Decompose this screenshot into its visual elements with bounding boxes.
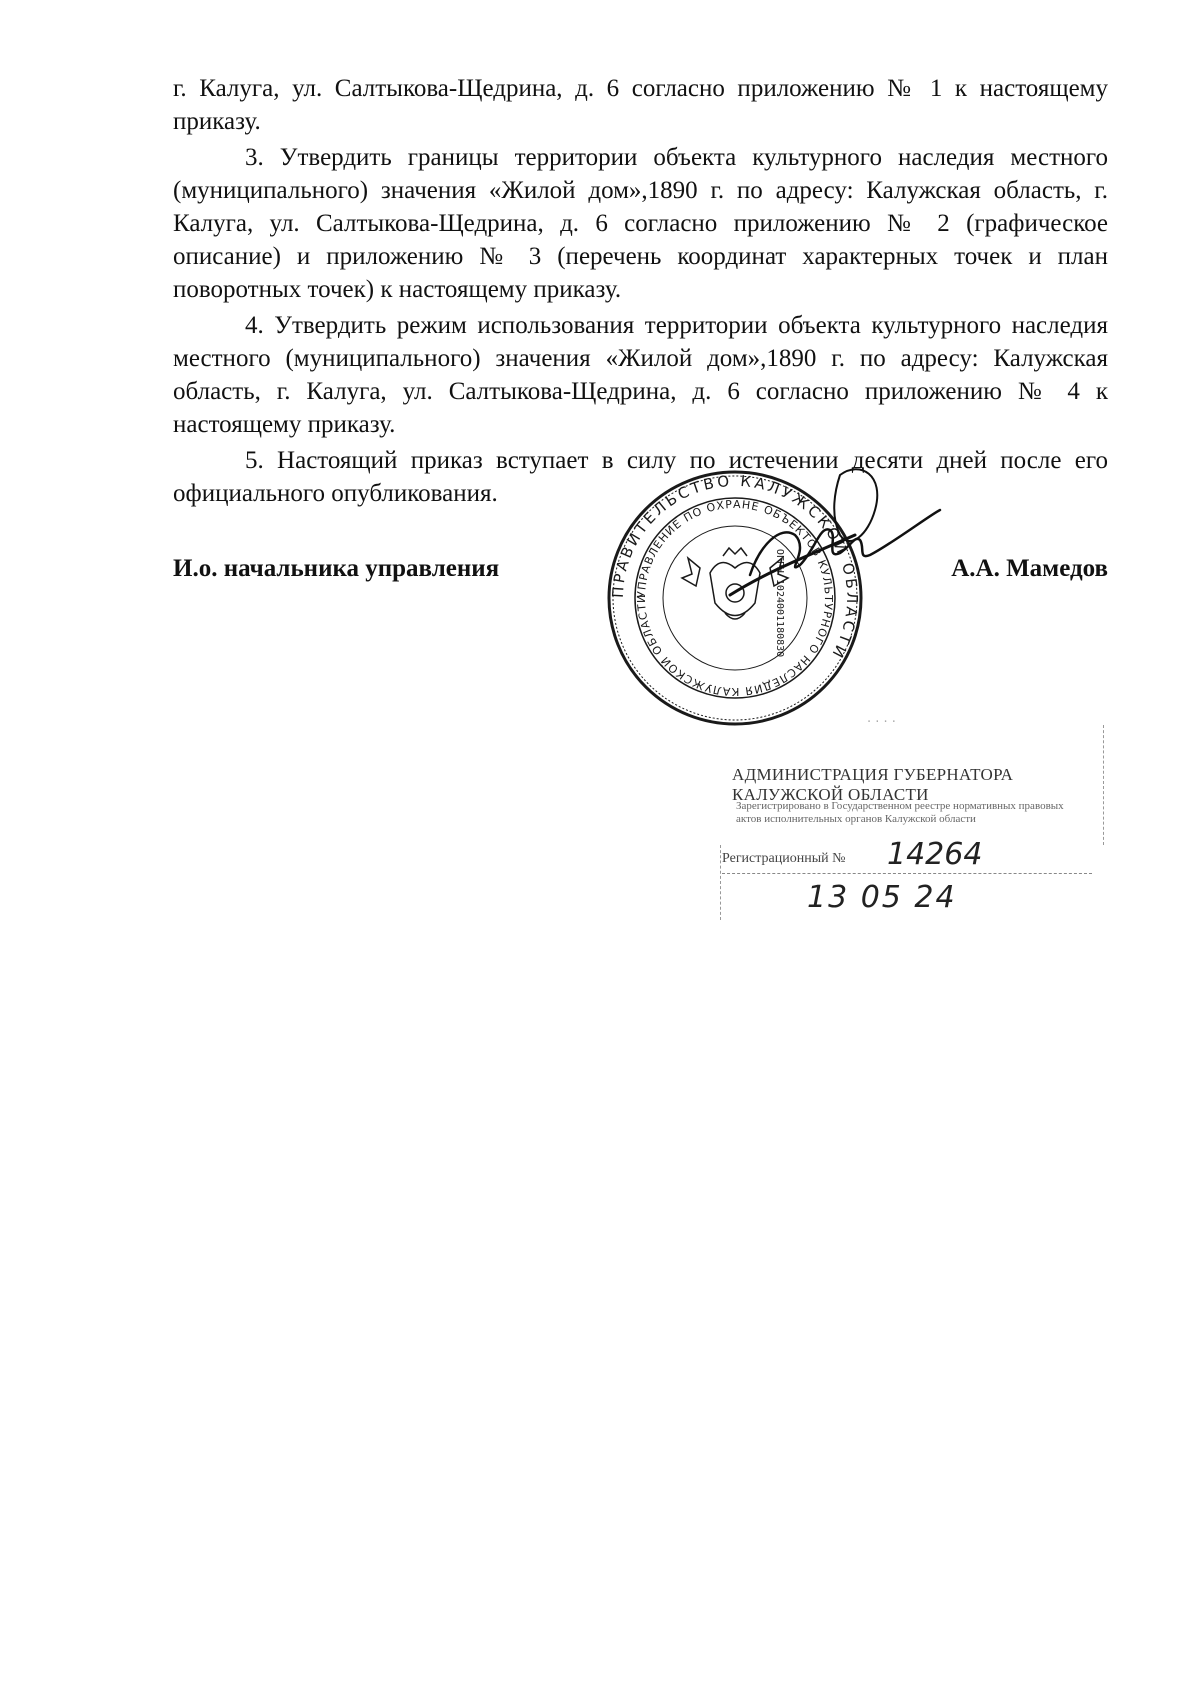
handwritten-signature-icon: [690, 455, 950, 615]
registration-heading: АДМИНИСТРАЦИЯ ГУБЕРНАТОРА КАЛУЖСКОЙ ОБЛАСТИ: [732, 765, 1014, 804]
seal-outer-text: ПРАВИТЕЛЬСТВО КАЛУЖСКОЙ ОБЛАСТИ: [608, 471, 862, 664]
paragraph-item-4: 4. Утвердить режим использования территории объекта культурного наследия местного (муниципального) значения «Жилой дом»,1890 г. по адресу: Калужская область, г. Калуга, ул. Салтыкова-Щедрина, д. 6 согласно приложению № 4 к настоящему приказу.: [173, 312, 1108, 438]
registration-stamp: [712, 705, 1112, 925]
seal-ogrn: ОГРН 1024001180830: [774, 548, 785, 658]
paragraph-continuation: г. Калуга, ул. Салтыкова-Щедрина, д. 6 согласно приложению № 1 к настоящему приказу.: [173, 75, 1108, 135]
paragraph-item-5: 5. Настоящий приказ вступает в силу по истечении десяти дней после его официального опубликования.: [173, 447, 1108, 507]
signatory-title: И.о. начальника управления: [173, 555, 500, 582]
stamp-border-left: [720, 845, 721, 920]
paragraph-item-3: 3. Утвердить границы территории объекта культурного наследия местного (муниципального) значения «Жилой дом»,1890 г. по адресу: Калужская область, г. Калуга, ул. Салтыкова-Щедрина, д. 6 согласно приложению № 2 (графическое описание) и приложению № 3 (перечень координат характерных точек и план поворотных точек) к настоящему приказу.: [173, 144, 1108, 303]
registration-underline: [722, 873, 1092, 874]
registration-number-label: Регистрационный №: [722, 851, 846, 866]
document-body: [173, 72, 1108, 513]
stamp-smudge: · · · ·: [867, 715, 896, 730]
signatory-name: А.А. Мамедов: [951, 555, 1108, 582]
registration-subtext: Зарегистрировано в Государственном реестре нормативных правовых актов исполнительных органов Калужской области: [736, 800, 1064, 825]
registration-number: 14264: [887, 837, 983, 872]
seal-inner-text: УПРАВЛЕНИЕ ПО ОХРАНЕ ОБЪЕКТОВ КУЛЬТУРНОГО НАСЛЕДИЯ КАЛУЖСКОЙ ОБЛАСТИ: [634, 497, 836, 699]
registration-date: 13 05 24: [807, 880, 957, 915]
